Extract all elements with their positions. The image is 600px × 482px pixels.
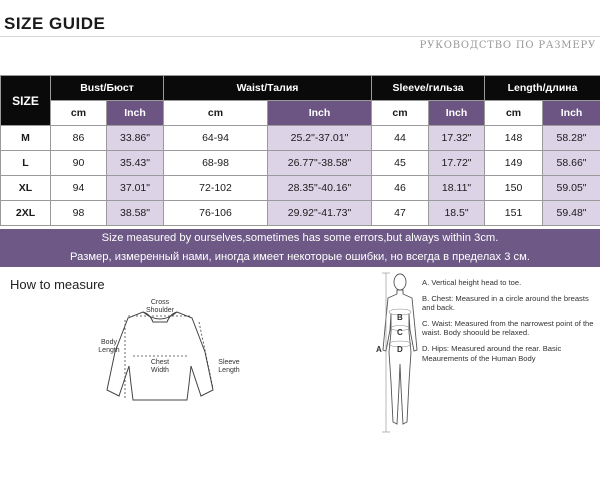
size-cell: L <box>1 151 51 176</box>
bust-cm-cell: 94 <box>51 176 107 201</box>
how-to-measure-title: How to measure <box>10 277 105 292</box>
size-table <box>0 75 600 226</box>
title-divider <box>0 36 600 37</box>
size-cell: M <box>1 126 51 151</box>
size-cell: 2XL <box>1 201 51 226</box>
measurement-legend <box>422 278 597 369</box>
waist-inch-cell: 29.92"-41.73" <box>268 201 372 226</box>
marker-c: C <box>397 328 403 337</box>
page-subtitle: РУКОВОДСТВО ПО РАЗМЕРУ <box>419 40 596 51</box>
bust-inch-cell: 37.01" <box>107 176 164 201</box>
length-inch-cell: 58.28" <box>543 126 600 151</box>
legend-letter: B. <box>422 293 430 303</box>
body-length-label-2: Length <box>98 347 120 354</box>
note-english: Size measured by ourselves,sometimes has some errors,but always within 3cm. <box>101 232 499 244</box>
body-length-label-1: Body <box>101 339 117 346</box>
size-header: SIZE <box>1 76 51 126</box>
length-inch-cell: 59.05" <box>543 176 600 201</box>
waist-cm-cell: 72-102 <box>164 176 268 201</box>
legend-text: Chest: Measured in a circle around the breasts and back. <box>422 293 589 313</box>
waist-cm-header: cm <box>164 101 268 126</box>
bust-inch-cell: 33.86" <box>107 126 164 151</box>
bust-cm-header: cm <box>51 101 107 126</box>
length-header: Length/длина <box>485 76 600 101</box>
bust-inch-cell: 35.43" <box>107 151 164 176</box>
legend-letter: A. <box>422 278 430 287</box>
length-cm-cell: 150 <box>485 176 543 201</box>
length-cm-header: cm <box>485 101 543 126</box>
waist-inch-cell: 26.77"-38.58" <box>268 151 372 176</box>
table-row <box>1 126 600 151</box>
bust-cm-cell: 98 <box>51 201 107 226</box>
marker-b: B <box>397 313 403 322</box>
bust-cm-cell: 90 <box>51 151 107 176</box>
garment-diagram <box>95 292 245 422</box>
sleeve-length-label-2: Length <box>218 367 240 374</box>
marker-d: D <box>397 345 403 354</box>
legend-text: Vertical height head to toe. <box>431 278 522 287</box>
bust-inch-header: Inch <box>107 101 164 126</box>
sleeve-cm-cell: 44 <box>372 126 429 151</box>
sleeve-cm-cell: 45 <box>372 151 429 176</box>
waist-header: Waist/Талия <box>164 76 372 101</box>
waist-cm-cell: 64-94 <box>164 126 268 151</box>
sleeve-cm-cell: 47 <box>372 201 429 226</box>
cross-shoulder-label-2: Shoulder <box>145 307 175 314</box>
legend-item <box>422 294 597 313</box>
bust-header: Bust/Бюст <box>51 76 164 101</box>
bust-inch-cell: 38.58" <box>107 201 164 226</box>
legend-letter: C. <box>422 318 430 328</box>
marker-a: A <box>376 345 382 354</box>
legend-text: Waist: Measured from the narrowest point of the waist. Body shoould be relaxed. <box>422 318 594 338</box>
sleeve-inch-header: Inch <box>429 101 485 126</box>
waist-cm-cell: 76-106 <box>164 201 268 226</box>
bust-cm-cell: 86 <box>51 126 107 151</box>
page-title: SIZE GUIDE <box>4 14 106 33</box>
legend-item <box>422 319 597 338</box>
waist-inch-cell: 28.35"-40.16" <box>268 176 372 201</box>
sleeve-cm-cell: 46 <box>372 176 429 201</box>
sleeve-inch-cell: 17.72" <box>429 151 485 176</box>
length-cm-cell: 148 <box>485 126 543 151</box>
note-russian: Размер, измеренный нами, иногда имеет некоторые ошибки, но всегда в пределах 3 см. <box>70 251 530 263</box>
length-cm-cell: 149 <box>485 151 543 176</box>
garment-outline <box>107 312 213 400</box>
length-inch-header: Inch <box>543 101 600 126</box>
size-cell: XL <box>1 176 51 201</box>
waist-inch-cell: 25.2"-37.01" <box>268 126 372 151</box>
legend-item <box>422 278 597 288</box>
chest-width-label-2: Width <box>151 367 169 374</box>
sleeve-inch-cell: 17.32" <box>429 126 485 151</box>
legend-text: Hips: Measured around the rear. Basic Meaurements of the Human Body <box>422 343 562 363</box>
table-row <box>1 201 600 226</box>
sleeve-inch-cell: 18.5" <box>429 201 485 226</box>
sleeve-inch-cell: 18.11" <box>429 176 485 201</box>
legend-letter: D. <box>422 343 430 353</box>
waist-cm-cell: 68-98 <box>164 151 268 176</box>
sleeve-length-label-1: Sleeve <box>218 359 240 366</box>
chest-width-label-1: Chest <box>150 359 170 366</box>
waist-inch-header: Inch <box>268 101 372 126</box>
length-inch-cell: 59.48" <box>543 201 600 226</box>
legend-item <box>422 344 597 363</box>
table-row <box>1 176 600 201</box>
length-cm-cell: 151 <box>485 201 543 226</box>
sleeve-cm-header: cm <box>372 101 429 126</box>
measurement-note <box>0 229 600 267</box>
table-row <box>1 151 600 176</box>
sleeve-header: Sleeve/гильза <box>372 76 485 101</box>
length-inch-cell: 58.66" <box>543 151 600 176</box>
body-figure-diagram <box>370 272 420 442</box>
cross-shoulder-label-1: Cross <box>150 299 170 306</box>
